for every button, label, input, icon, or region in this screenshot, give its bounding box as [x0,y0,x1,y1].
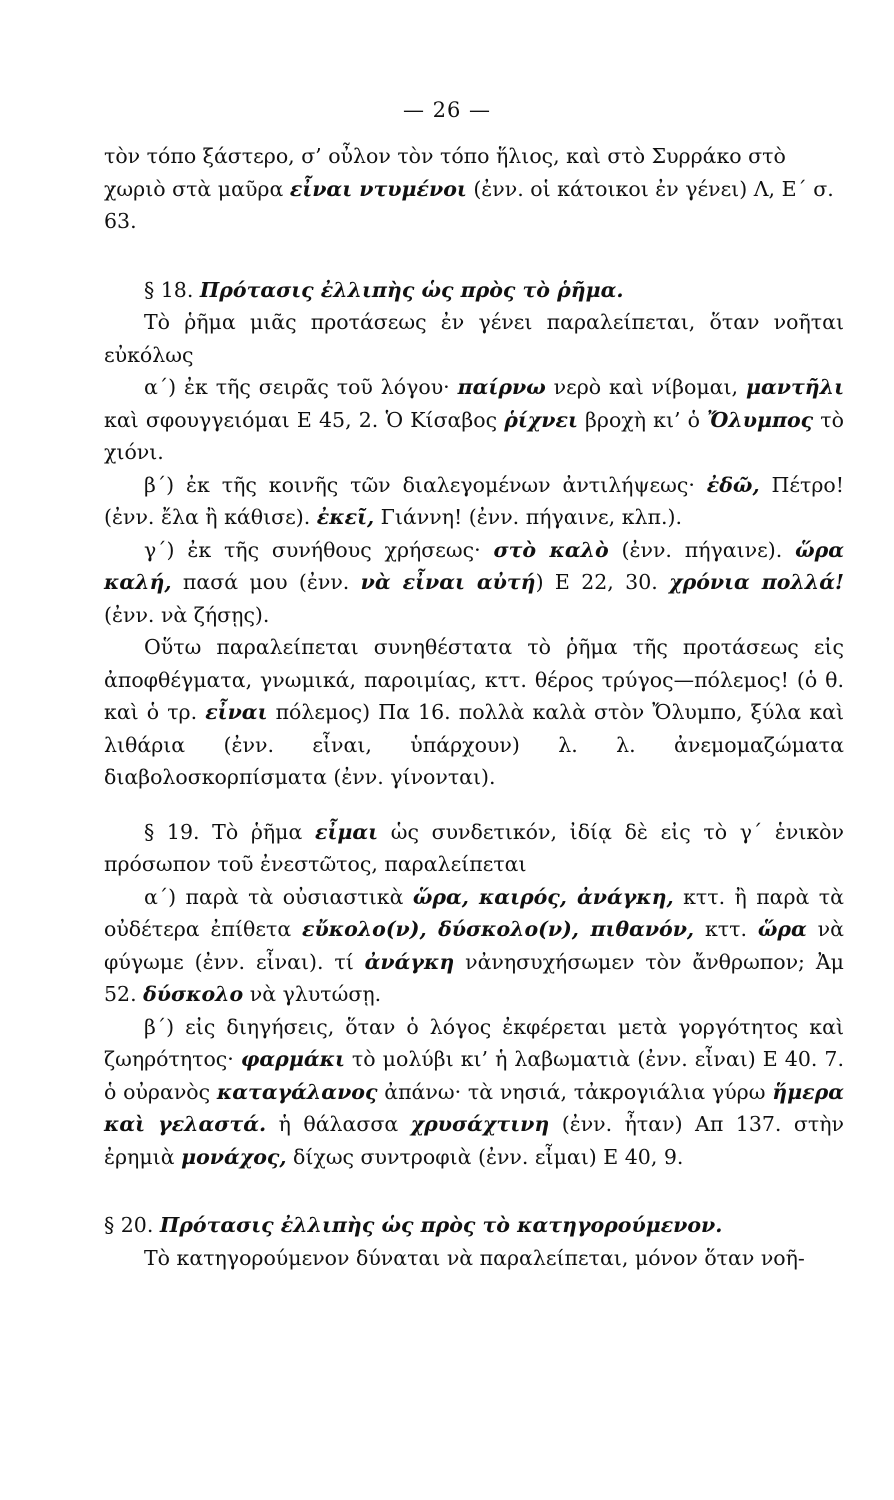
section-18-item-a: α΄) ἐκ τῆς σειρᾶς τοῦ λόγου· παίρνω νερὸ καὶ νίβομαι, μαντῆλι καὶ σφουγγειόμαι Ε 45, 2. Ὁ Κίσαβος ῥίχνει βροχὴ κι’ ὁ Ὄλυμπος τὸ χιόνι. [104,375,844,464]
section-18-intro: Τὸ ῥῆμα μιᾶς προτάσεως ἐν γένει παραλείπεται, ὅταν νοῆται εὐκόλως [104,310,844,367]
section-19-intro: § 19. Τὸ ῥῆμα εἶμαι ὡς συνδετικόν, ἰδίᾳ δὲ εἰς τὸ γ΄ ἑνικὸν πρόσωπον τοῦ ἐνεστῶτος, παραλείπεται [104,819,844,876]
section-18-item-c: γ΄) ἐκ τῆς συνήθους χρήσεως· στὸ καλὸ (ἐνν. πήγαινε). ὥρα καλή, πασά μου (ἐνν. νὰ εἶναι αὐτή) Ε 22, 30. χρόνια πολλά! (ἐνν. νὰ ζήσῃς). [104,537,844,627]
section-20-text: Τὸ κατηγορούμενον δύναται νὰ παραλείπεται, μόνον ὅταν νοῆ- [144,1245,805,1270]
section-18-item-b: β΄) ἐκ τῆς κοινῆς τῶν διαλεγομένων ἀντιλήψεως· ἐδῶ, Πέτρο! (ἐνν. ἔλα ἢ κάθισε). ἐκεῖ, Γιάννη! (ἐνν. πήγαινε, κλπ.). [104,472,844,529]
section-18-heading: § 18. Πρότασις ἐλλιπὴς ὡς πρὸς τὸ ῥῆμα. [144,277,624,302]
page-number: — 26 — [402,98,492,122]
section-20-heading: § 20. Πρότασις ἐλλιπὴς ὡς πρὸς τὸ κατηγορούμενον. [104,1213,723,1237]
page-body [104,140,844,1274]
section-19-item-b: β΄) εἰς διηγήσεις, ὅταν ὁ λόγος ἐκφέρεται μετὰ γοργότητος καὶ ζωηρότητος· φαρμάκι τὸ μολύβι κι’ ἡ λαβωματιὰ (ἐνν. εἶναι) Ε 40. 7. ὁ οὐρανὸς καταγάλανος ἀπάνω· τὰ νησιά, τἀκρογιάλια γύρω ἥμερα καὶ γελαστά. ἡ θάλασσα χρυσάχτινη (ἐνν. ἦταν) Απ 137. στὴν ἐρημιὰ μονάχος, δίχως συντροφιὰ (ἐνν. εἶμαι) Ε 40, 9. [104,1014,844,1169]
paragraph-continuation: τὸν τόπο ξάστερο, σ’ οὖλον τὸν τόπο ἥλιος, καὶ στὸ Συρράκο στὸ χωριὸ στὰ μαῦρα εἶναι ντυμένοι (ἐνν. οἱ κάτοικοι ἐν γένει) Λ, Ε΄ σ. 63. [104,144,834,233]
section-19-item-a: α΄) παρὰ τὰ οὐσιαστικὰ ὥρα, καιρός, ἀνάγκη, κττ. ἢ παρὰ τὰ οὐδέτερα ἐπίθετα εὔκολο(ν), δύσκολο(ν), πιθανόν, κττ. ὥρα νὰ φύγωμε (ἐνν. εἶναι). τί ἀνάγκη νἀνησυχήσωμεν τὸν ἄνθρωπον; Ἀμ 52. δύσκολο νὰ γλυτώσῃ. [104,884,844,1006]
section-18-item-d: Οὕτω παραλείπεται συνηθέστατα τὸ ῥῆμα τῆς προτάσεως εἰς ἀποφθέγματα, γνωμικά, παροιμίας, κττ. θέρος τρύγος—πόλεμος! (ὁ θ. καὶ ὁ τρ. εἶναι πόλεμος) Πα 16. πολλὰ καλὰ στὸν Ὄλυμπο, ξύλα καὶ λιθάρια (ἐνν. εἶναι, ὑπάρχουν) λ. λ. ἀνεμομαζώματα διαβολοσκορπίσματα (ἐνν. γίνονται). [104,635,844,789]
